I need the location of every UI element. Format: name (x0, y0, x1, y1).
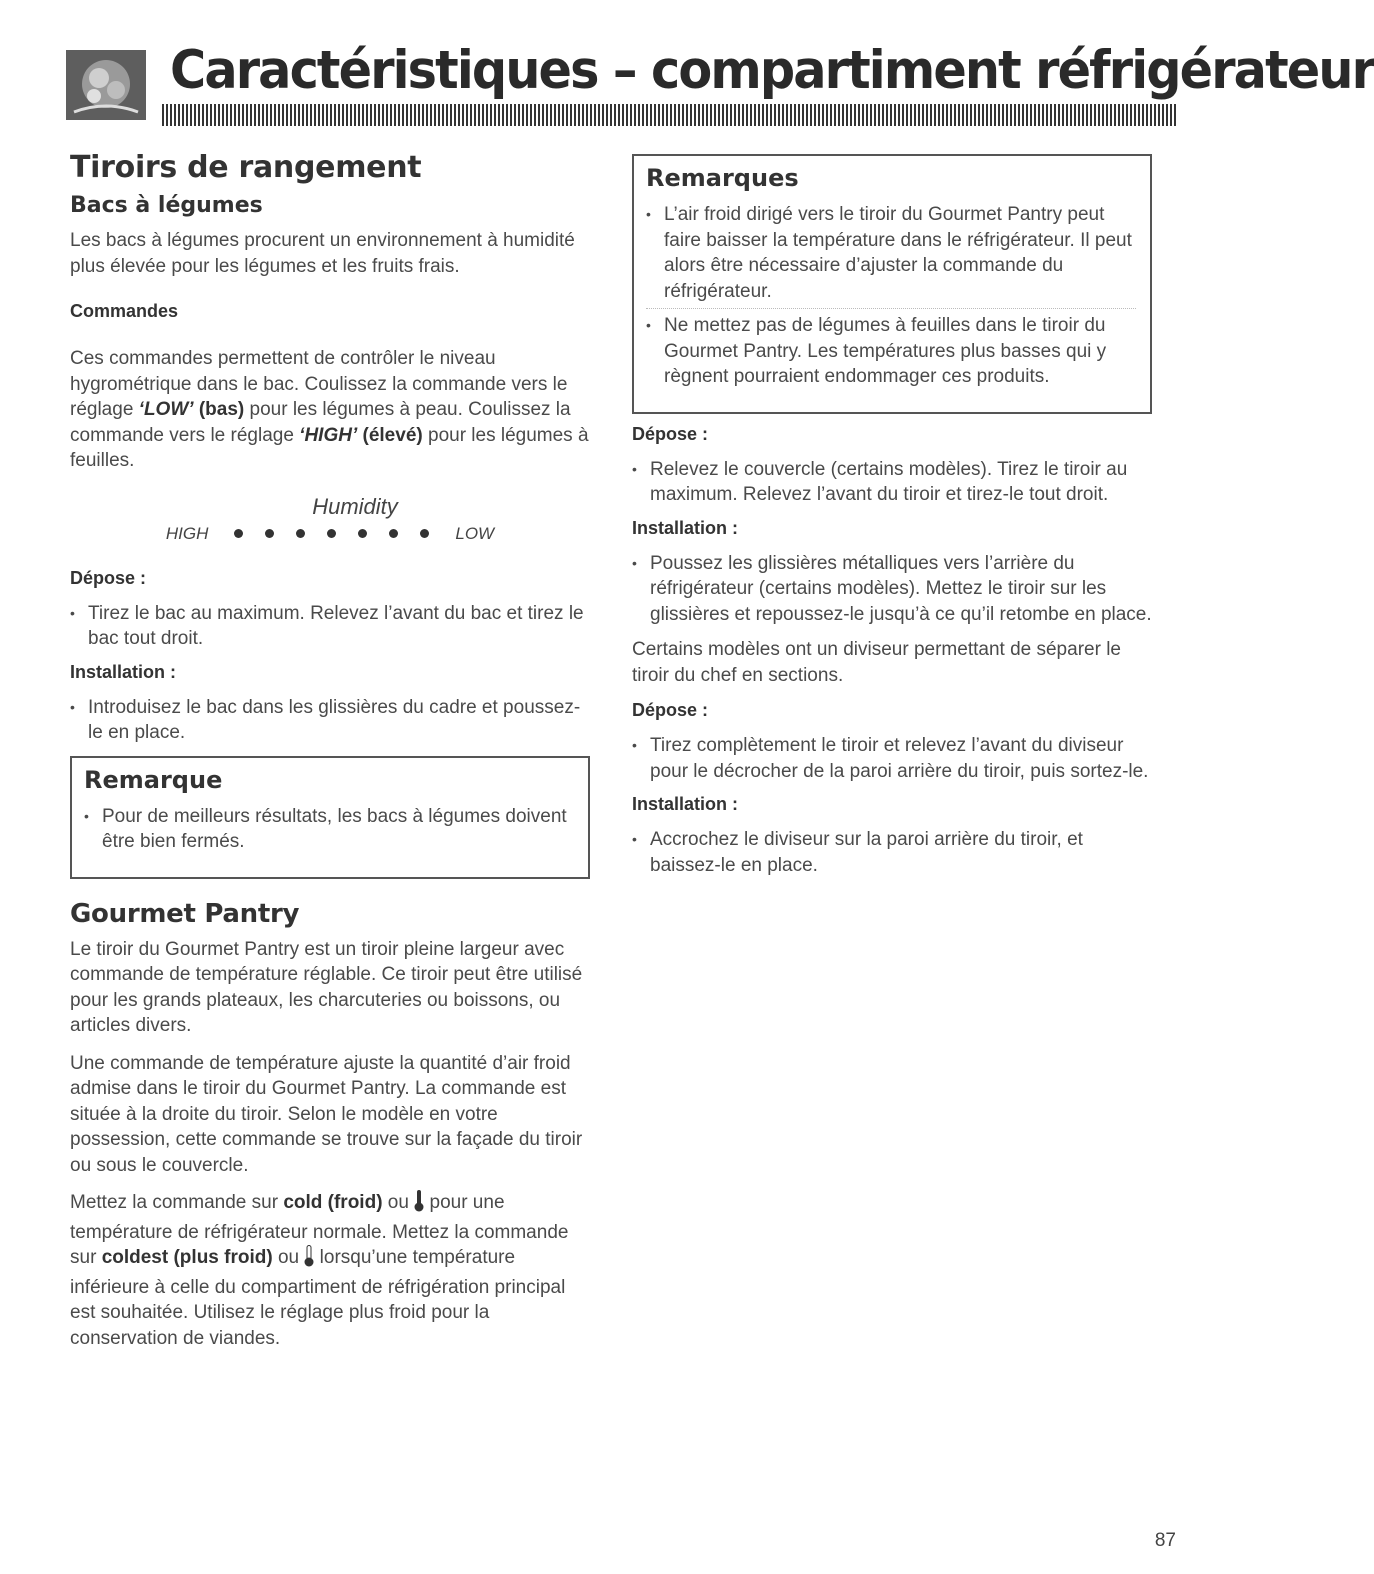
gourmet-p3-d: ou (272, 1247, 305, 1268)
humidity-dot (296, 529, 305, 538)
page-number: 87 (1154, 1530, 1176, 1551)
thermometer-filled-icon (414, 1190, 424, 1220)
commandes-text-1: Ces commandes permettent de contrôler le niveau hygrométrique dans le bac. Coulissez la commande vers le réglage (70, 348, 568, 420)
humidity-dot (420, 529, 429, 538)
gourmet-p3-c: pour une température de réfrigérateur normale. Mettez la commande sur (70, 1192, 569, 1268)
humidity-dot (389, 529, 398, 538)
humidity-dot (358, 529, 367, 538)
remarques-list (646, 202, 1136, 394)
list-item: • Tirez complètement le tiroir et relevez l’avant du diviseur pour le décrocher de la paroi arrière du tiroir, puis sortez-le. (632, 733, 1152, 784)
remarque-box (70, 756, 590, 879)
list-item: • Poussez les glissières métalliques vers l’arrière du réfrigérateur (certains modèles). Mettez le tiroir sur les glissières et repoussez-le jusqu’à ce qu’il retombe en place. (632, 551, 1152, 628)
gourmet-p1: Le tiroir du Gourmet Pantry est un tiroir pleine largeur avec commande de température réglable. Ce tiroir peut être utilisé pour les grands plateaux, les charcuteries ou boissons, ou articles divers. (70, 938, 583, 1036)
depose-list (70, 601, 590, 652)
humidity-dot (327, 529, 336, 538)
depose-label-1: Dépose : (632, 423, 709, 444)
list-item: • Accrochez le diviseur sur la paroi arrière du tiroir, et baissez-le en place. (632, 827, 1152, 878)
list-item: • Introduisez le bac dans les glissières du cadre et poussez-le en place. (70, 695, 590, 746)
gourmet-p3-e: lorsqu’une température inférieure à celle du compartiment de réfrigération principal est souhaitée. Utilisez le réglage plus froid pour la conservation de viandes. (70, 1247, 566, 1349)
section-title-gourmet: Gourmet Pantry (70, 898, 300, 929)
low-word: ‘LOW’ (138, 399, 194, 420)
installation-label-1: Installation : (632, 517, 739, 538)
list-item: • L’air froid dirigé vers le tiroir du Gourmet Pantry peut faire baisser la température dans le réfrigérateur. Il peut alors être nécessaire d’ajuster la commande du réfrigérateur. (646, 202, 1136, 309)
left-column (70, 150, 590, 1363)
gourmet-p3-b: ou (382, 1192, 415, 1213)
list-item: • Ne mettez pas de légumes à feuilles dans le tiroir du Gourmet Pantry. Les températures plus basses qui y règnent pourraient endommager ces produits. (646, 313, 1136, 394)
bacs-intro: Les bacs à légumes procurent un environnement à humidité plus élevée pour les légumes et les fruits frais. (70, 230, 575, 277)
gourmet-p3 (70, 1190, 590, 1351)
commandes-text-2: pour les légumes à peau. Coulissez la commande vers le réglage (70, 399, 571, 446)
humidity-low-label: LOW (455, 523, 495, 543)
humidity-scale (70, 494, 590, 544)
humidity-title: Humidity (312, 493, 398, 519)
depose-list-2 (632, 733, 1152, 784)
humidity-scale-row (70, 524, 590, 544)
commandes-text-3: pour les légumes à feuilles. (70, 424, 589, 471)
remarque-list (84, 804, 574, 859)
humidity-dot (265, 529, 274, 538)
remarque-title: Remarque (84, 765, 223, 794)
coldest-label: coldest (plus froid) (101, 1247, 273, 1268)
thermometer-outline-icon (304, 1245, 314, 1275)
commandes-label: Commandes (70, 301, 179, 321)
right-column (632, 154, 1152, 888)
gourmet-p3-a: Mettez la commande sur (70, 1192, 284, 1213)
commandes-paragraph (70, 346, 590, 474)
installation-list (70, 695, 590, 746)
humidity-high-label: HIGH (165, 523, 209, 543)
refrigerator-icon (66, 50, 146, 120)
cold-label: cold (froid) (283, 1192, 383, 1213)
depose-label-2: Dépose : (632, 700, 709, 720)
installation-label: Installation : (70, 661, 177, 682)
subsection-bacs: Bacs à légumes (70, 193, 263, 218)
gourmet-p2: Une commande de température ajuste la quantité d’air froid admise dans le tiroir du Gourmet Pantry. La commande est située à la droite du tiroir. Selon le modèle en votre possession, cette commande se trouve sur la façade du tiroir ou sous le couvercle. (70, 1052, 583, 1176)
list-item: • Tirez le bac au maximum. Relevez l’avant du bac et tirez le bac tout droit. (70, 601, 590, 652)
depose-list-1 (632, 457, 1152, 508)
high-word: ‘HIGH’ (299, 424, 358, 446)
section-title-tiroirs: Tiroirs de rangement (70, 150, 422, 185)
page-header (62, 38, 1374, 128)
high-fr: (élevé) (357, 424, 423, 446)
humidity-dot (234, 529, 243, 538)
installation-label-2: Installation : (632, 794, 739, 814)
humidity-dots (234, 529, 429, 538)
page-title: Caractéristiques – compartiment réfrigérateur (170, 40, 1374, 101)
list-item: • Relevez le couvercle (certains modèles). Tirez le tiroir au maximum. Relevez l’avant du tiroir et tirez-le tout droit. (632, 457, 1152, 508)
installation-list-2 (632, 827, 1152, 878)
remarques-box (632, 154, 1152, 414)
list-item: • Pour de meilleurs résultats, les bacs à légumes doivent être bien fermés. (84, 804, 574, 859)
header-rule (162, 104, 1177, 126)
installation-list-1 (632, 551, 1152, 628)
diviseur-paragraph: Certains modèles ont un diviseur permettant de séparer le tiroir du chef en sections. (632, 639, 1121, 686)
low-fr: (bas) (193, 399, 245, 420)
remarques-title: Remarques (646, 164, 799, 192)
depose-label: Dépose : (70, 567, 147, 588)
